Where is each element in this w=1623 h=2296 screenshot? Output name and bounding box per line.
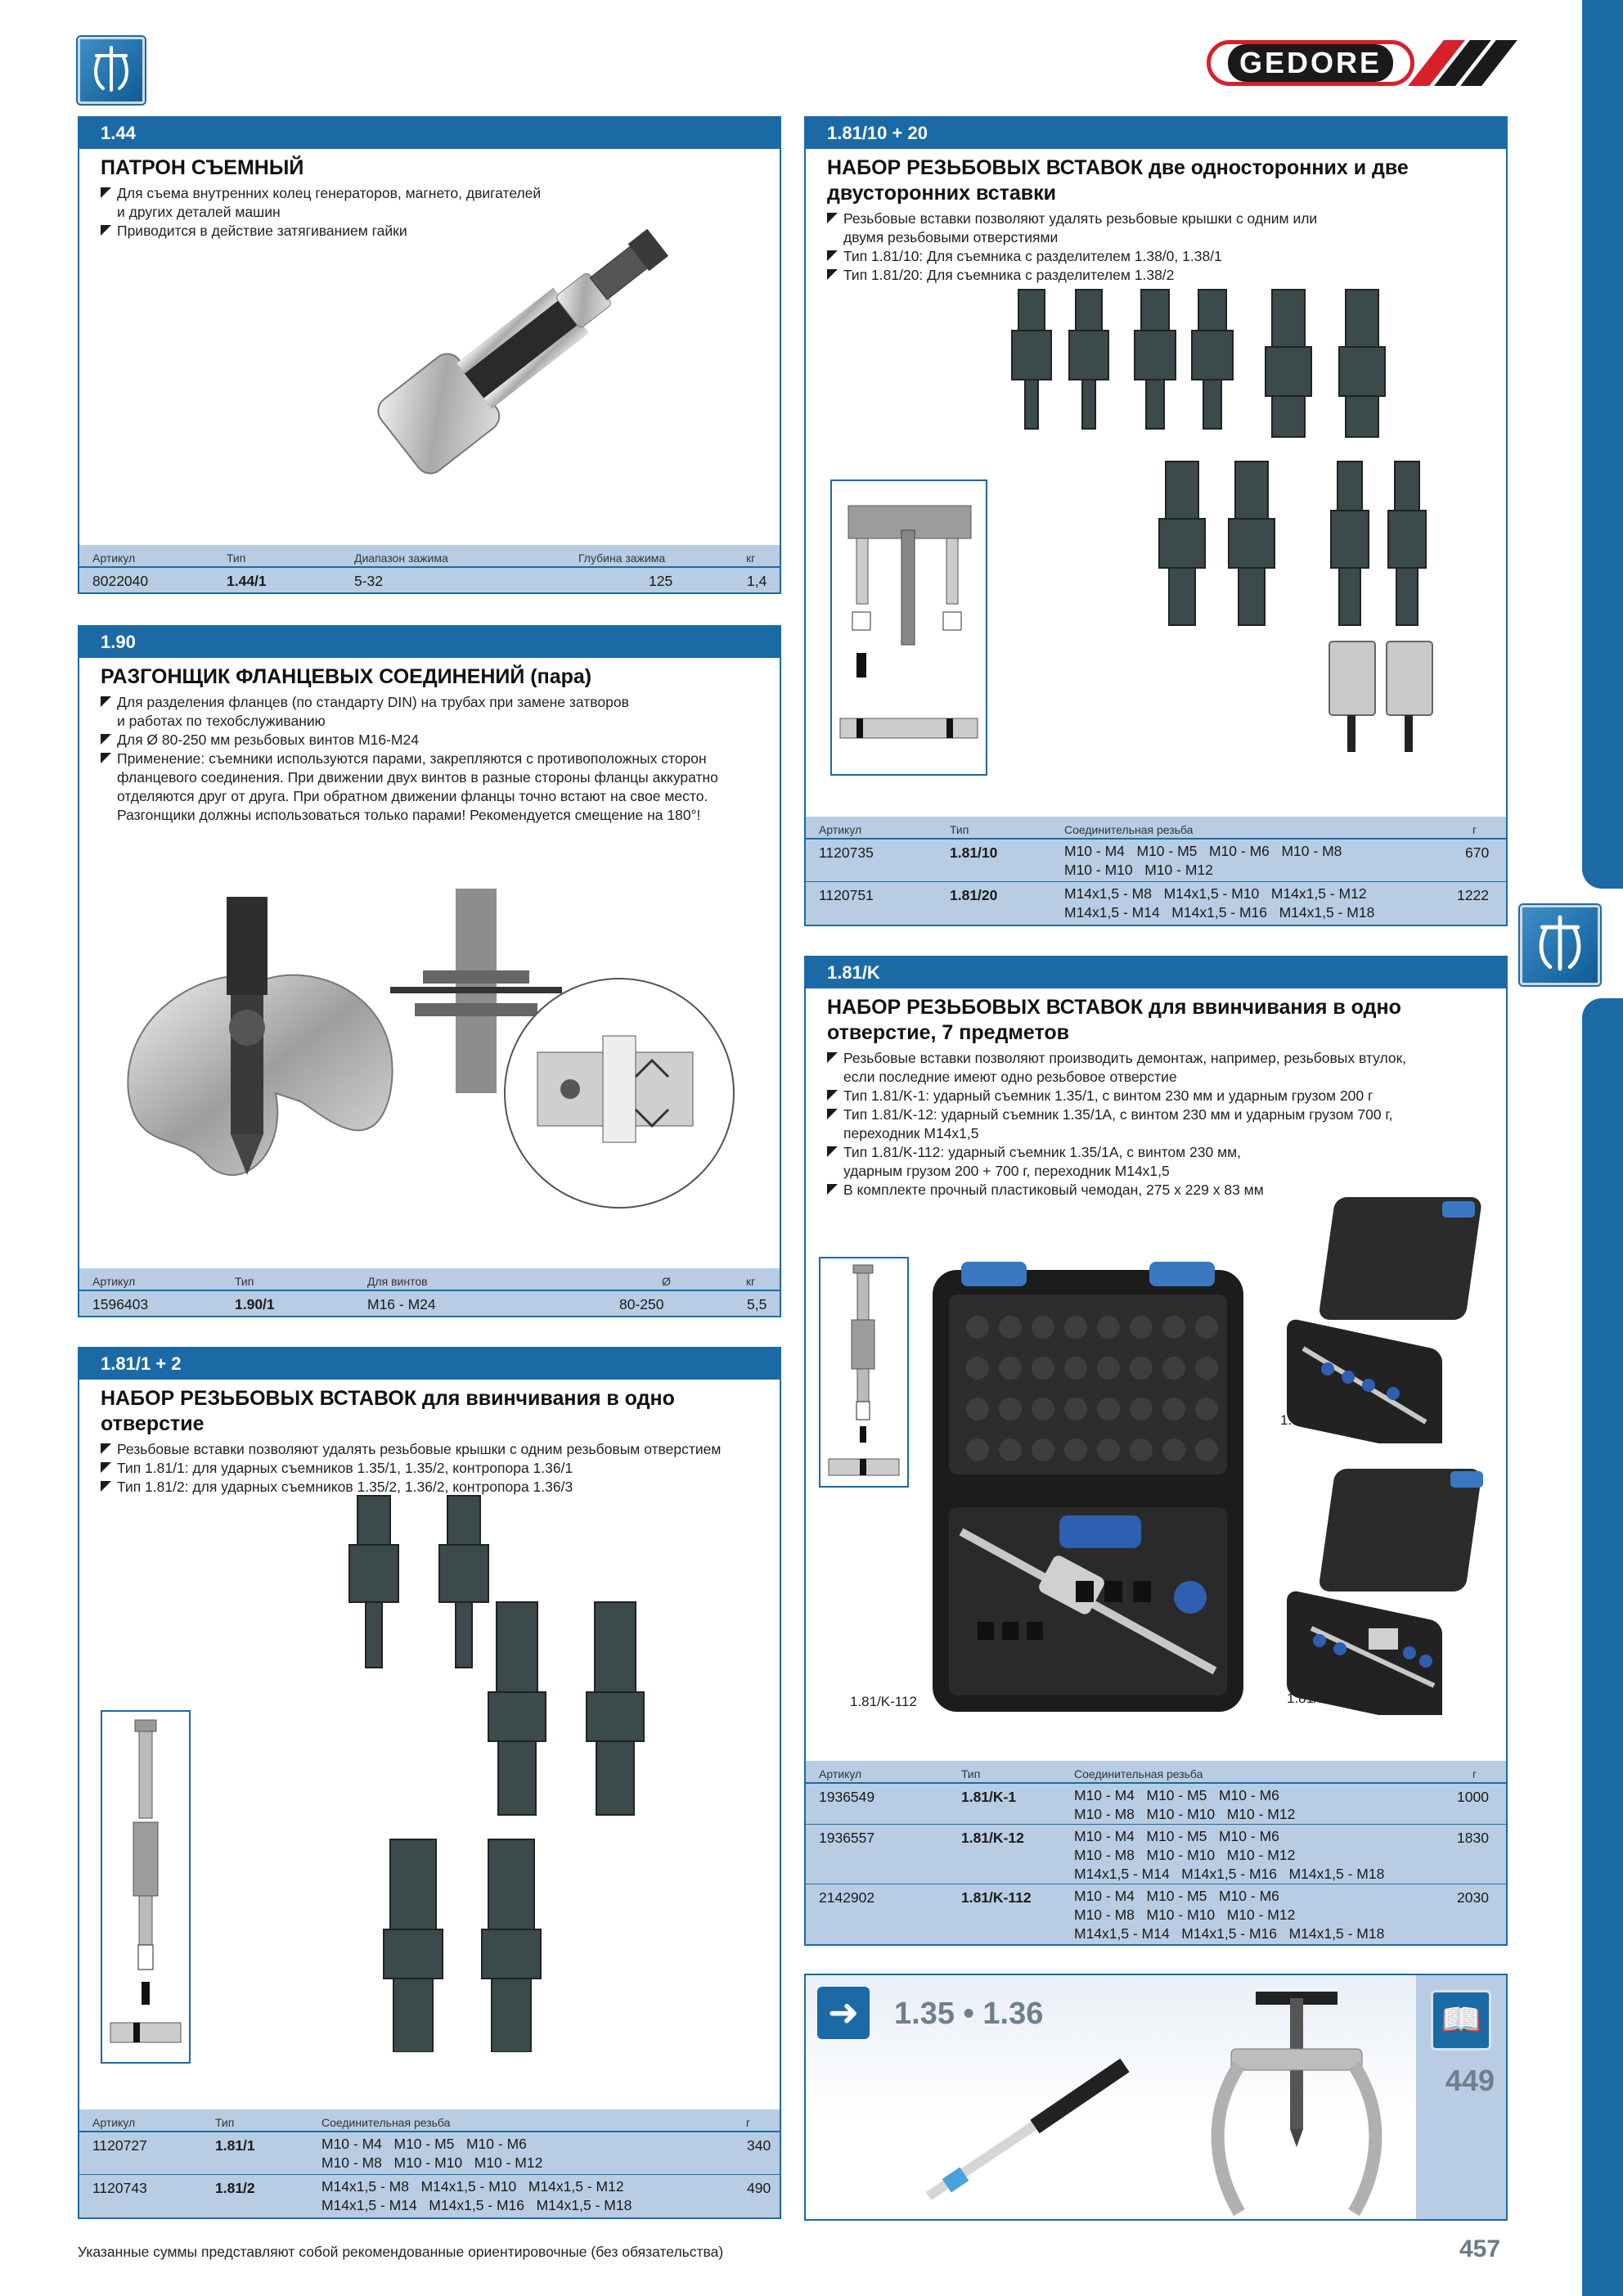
section-title: РАЗГОНЩИК ФЛАНЦЕВЫХ СОЕДИНЕНИЙ (пара)	[101, 665, 592, 688]
feature-item: Для съема внутренних колец генераторов, магнето, двигателей и других деталей машин	[101, 184, 780, 222]
feature-item: Приводится в действие затягиванием гайки	[101, 222, 780, 241]
section-code: 1.81/10 + 20	[806, 118, 1506, 149]
caption-kit-12: 1.81/K-12	[1287, 1690, 1347, 1706]
case-kit-1-photo	[1279, 1193, 1491, 1443]
price-table	[79, 1268, 780, 1316]
threaded-inserts-photo	[325, 1479, 668, 2052]
reference-side-panel	[1416, 1975, 1506, 2219]
feature-item: Тип 1.81/10: Для съемника с разделителем 1.38/0, 1.38/1	[827, 247, 1506, 266]
feature-item: Резьбовые вставки позволяют удалять резьбовые крышки с одним резьбовым отверстием	[101, 1440, 780, 1459]
caption-kit-112: 1.81/K-112	[850, 1694, 917, 1709]
feature-item: Тип 1.81/2: для ударных съемников 1.35/2, 1.36/2, контропора 1.36/3	[101, 1478, 780, 1497]
feature-list	[101, 693, 780, 825]
reference-page: 449	[1445, 2064, 1495, 2097]
price-table	[806, 817, 1506, 925]
section-1-81-k	[804, 956, 1508, 1946]
case-kit-112-photo	[928, 1262, 1248, 1720]
table-header: Артикул Тип Соединительная резьба г	[79, 2109, 780, 2132]
table-row: 8022040 1.44/1 5-32 125 1,4	[92, 573, 767, 589]
feature-item: В комплекте прочный пластиковый чемодан, 275 x 229 x 83 мм	[827, 1181, 1506, 1200]
slide-hammer-diagram	[819, 1257, 909, 1488]
table-row: 1120743 1.81/2 M14x1,5 - M8 M14x1,5 - M10 M14x1,5 - M12 M14x1,5 - M14 M14x1,5 - M16 M14x1,5 - M18 490	[92, 2178, 771, 2213]
side-tab-bottom	[1582, 998, 1623, 2296]
feature-item: Тип 1.81/20: Для съемника с разделителем 1.38/2	[827, 266, 1506, 285]
weight-icon: кг	[746, 551, 756, 565]
catalog-book-icon: 📖	[1431, 1990, 1491, 2051]
section-1-44	[78, 116, 781, 594]
weight-icon: кг	[746, 1275, 756, 1288]
price-table	[806, 1761, 1506, 1944]
feature-item: Тип 1.81/K-1: ударный съемник 1.35/1, с винтом 230 мм и ударным грузом 200 г	[827, 1087, 1506, 1105]
case-kit-12-photo	[1279, 1465, 1491, 1715]
table-header: Артикул Тип Для винтов Ø кг	[79, 1268, 780, 1291]
page-number: 457	[1459, 2235, 1501, 2262]
table-row: 1120751 1.81/20 M14x1,5 - M8 M14x1,5 - M10 M14x1,5 - M12 M14x1,5 - M14 M14x1,5 - M16 M14x1,5 - M18 1222	[819, 885, 1489, 921]
two-arm-puller-photo	[1182, 1983, 1403, 2221]
feature-item: Тип 1.81/K-112: ударный съемник 1.35/1A, с винтом 230 мм, ударным грузом 200 + 700 г, переходник M14x1,5	[827, 1143, 1506, 1181]
gedore-logo: GEDORE	[1207, 37, 1509, 88]
slide-hammer-diagram	[101, 1710, 191, 2064]
table-header: Артикул Тип Соединительная резьба г	[806, 1761, 1506, 1784]
feature-item: Тип 1.81/1: для ударных съемников 1.35/1, 1.35/2, контропора 1.36/1	[101, 1459, 780, 1478]
feature-item: Для разделения фланцев (по стандарту DIN) на трубах при замене затворов и работах по техобслуживанию	[101, 693, 780, 731]
feature-item: Для Ø 80-250 мм резьбовых винтов M16-M24	[101, 731, 780, 750]
table-row: 1120735 1.81/10 M10 - M4 M10 - M5 M10 - M6 M10 - M8 M10 - M10 M10 - M12 670	[806, 840, 1506, 882]
cross-reference-box[interactable]	[804, 1974, 1508, 2221]
flange-spreader-photo	[112, 889, 750, 1249]
price-disclaimer: Указанные суммы представляют собой рекомендованные ориентировочные (без обязательства)	[78, 2244, 724, 2260]
feature-item: Тип 1.81/K-12: ударный съемник 1.35/1A, с винтом 230 мм и ударным грузом 700 г, переходник M14x1,5	[827, 1105, 1506, 1143]
weight-icon: г	[1472, 823, 1477, 836]
weight-icon: г	[746, 2116, 751, 2129]
section-1-81-10-20	[804, 116, 1508, 926]
section-code: 1.81/K	[806, 957, 1506, 988]
section-title: НАБОР РЕЗЬБОВЫХ ВСТАВОК для ввинчивания в одно отверстие	[101, 1387, 675, 1435]
feature-item: Резьбовые вставки позволяют удалять резьбовые крышки с одним или двумя резьбовыми отверстиями	[827, 209, 1506, 247]
table-row: 2142902 1.81/K-112 M10 - M4 M10 - M5 M10 - M6 M10 - M8 M10 - M10 M10 - M12 M14x1,5 - M14 M14x1,5 - M16 M14x1,5 - M18 2030	[819, 1888, 1489, 1942]
price-table	[79, 2109, 780, 2217]
feature-list	[827, 1049, 1506, 1200]
threaded-inserts-photo	[1002, 281, 1477, 756]
section-code: 1.44	[79, 118, 780, 149]
reference-text: 1.35 • 1.36	[894, 1997, 1044, 2031]
arrow-right-icon: ➜	[817, 1987, 870, 2039]
side-tab-top	[1582, 0, 1623, 889]
table-row: 1596403 1.90/1 M16 - M24 80-250 5,5	[92, 1296, 767, 1312]
puller-product-photo	[312, 196, 689, 515]
section-title: ПАТРОН СЪЕМНЫЙ	[101, 156, 304, 179]
section-code: 1.81/1 + 2	[79, 1348, 780, 1380]
section-1-81-1-2	[78, 1347, 781, 2219]
section-1-90	[78, 625, 781, 1317]
section-title: НАБОР РЕЗЬБОВЫХ ВСТАВОК для ввинчивания в одно отверстие, 7 предметов	[827, 996, 1401, 1044]
puller-side-icon	[1520, 905, 1600, 985]
feature-item: Резьбовые вставки позволяют производить демонтаж, например, резьбовых втулок, если последние имеют одно резьбовое отверстие	[827, 1049, 1506, 1087]
feature-list	[827, 209, 1506, 285]
feature-item: Применение: съемники используются парами, закрепляются с противоположных сторон фланцевого соединения. При движении двух винтов в разные стороны фланцы аккуратно отделяются друг от друга. При обратном движении фланцы точно встают на свое место. Разгонщики должны использоваться только парами! Рекомендуется смещение на 180°!	[101, 750, 780, 825]
table-row: 1120727 1.81/1 M10 - M4 M10 - M5 M10 - M6 M10 - M8 M10 - M10 M10 - M12 340	[79, 2132, 780, 2175]
splitter-puller-diagram	[830, 479, 987, 776]
puller-category-icon	[78, 37, 145, 104]
price-table	[79, 545, 780, 592]
table-header: Артикул Тип Диапазон зажима Глубина зажима кг	[79, 545, 780, 568]
slide-hammer-photo	[912, 2041, 1158, 2213]
section-code: 1.90	[79, 627, 780, 658]
table-header: Артикул Тип Соединительная резьба г	[806, 817, 1506, 840]
table-row: 1936549 1.81/K-1 M10 - M4 M10 - M5 M10 - M6 M10 - M8 M10 - M10 M10 - M12 1000	[806, 1784, 1506, 1825]
table-row: 1936557 1.81/K-12 M10 - M4 M10 - M5 M10 - M6 M10 - M8 M10 - M10 M10 - M12 M14x1,5 - M14 M14x1,5 - M16 M14x1,5 - M18 1830	[806, 1825, 1506, 1884]
section-title: НАБОР РЕЗЬБОВЫХ ВСТАВОК две односторонних и две двусторонних вставки	[827, 156, 1409, 205]
weight-icon: г	[1472, 1767, 1477, 1781]
caption-kit-1: 1.81/K-1	[1280, 1412, 1333, 1428]
